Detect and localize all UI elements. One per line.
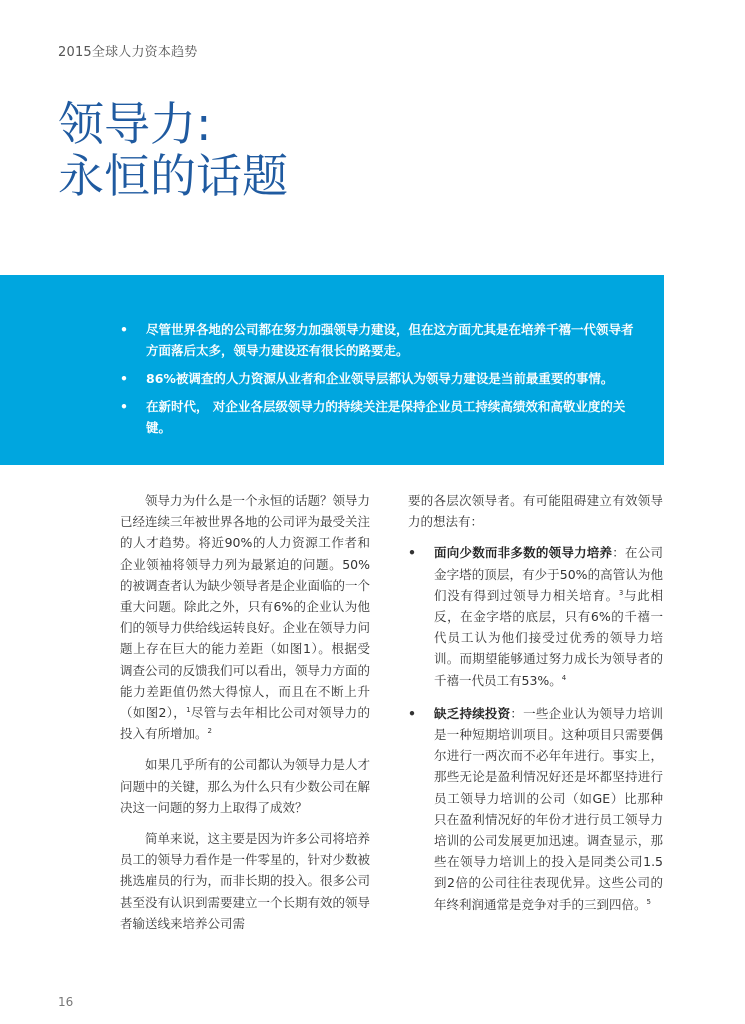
key-findings-list <box>120 319 640 445</box>
obstacles-list <box>408 542 663 914</box>
running-header: 2015全球人力资本趋势 <box>58 45 198 60</box>
page-title <box>58 98 288 202</box>
page-number: 16 <box>58 995 74 1009</box>
footnote-ref[interactable]: 2 <box>207 727 212 736</box>
obstacle-text: ：在公司金字塔的顶层，有少于50%的高管认为他们没有得到过领导力相关培育。 <box>434 545 663 603</box>
footnote-ref[interactable]: 1 <box>186 705 191 714</box>
body-column-right <box>408 490 663 927</box>
key-finding-text: 86%被调查的人力资源从业者和企业领导层都认为领导力建设是当前最重要的事情。 <box>146 371 614 386</box>
obstacle-heading: 面向少数而非多数的领导力培养 <box>434 545 613 561</box>
body-column-left <box>120 490 370 944</box>
title-line-1: 领导力: <box>58 97 212 151</box>
bullet-icon: • <box>408 545 416 561</box>
title-line-2: 永恒的话题 <box>58 149 288 203</box>
key-finding-item <box>120 319 640 361</box>
key-findings-panel <box>0 275 664 465</box>
key-finding-item <box>120 368 640 389</box>
key-finding-text: 在新时代， 对企业各层级领导力的持续关注是保持企业员工持续高绩效和高敬业度的关键。 <box>146 399 626 435</box>
body-paragraph: 要的各层次领导者。有可能阻碍建立有效领导力的想法有： <box>408 493 663 530</box>
obstacle-item <box>408 542 663 690</box>
obstacle-item <box>408 703 663 915</box>
footnote-ref[interactable]: 4 <box>561 673 567 682</box>
bullet-icon: • <box>408 705 416 721</box>
footnote-ref[interactable]: 3 <box>618 588 624 597</box>
key-finding-item <box>120 396 640 438</box>
paragraph-text: 领导力为什么是一个永恒的话题？领导力已经连续三年被世界各地的公司评为最受关注的人才趋势。将近90%的人力资源工作者和企业领袖将领导力列为最紧迫的问题。50%的被调查者认为缺少领导者是企业面临的一个重大问题。除此之外，只有6%的企业认为他们的领导力供给线运转良好。企业在领导力问题上存在巨大的能力差距（如图1）。根据受调查公司的反馈我们可以看出，领导力方面的能力差距值仍然大得惊人，而且在不断上升（如图2）， <box>120 493 371 721</box>
obstacle-text: ：一些企业认为领导力培训是一种短期培训项目。这种项目只需要偶尔进行一两次而不必年年进行。事实上，那些无论是盈利情况好还是坏都坚持进行员工领导力培训的公司（如GE）比那种只在盈利情况好的年份才进行员工领导力培训的公司发展更加迅速。调查显示，那些在领导力培训上的投入是同类公司1.5到2倍的公司往往表现优异。这些公司的年终利润通常是竞争对手的三到四倍。 <box>434 705 663 912</box>
footnote-ref[interactable]: 5 <box>646 897 651 906</box>
body-paragraph: 如果几乎所有的公司都认为领导力是人才问题中的关键，那么为什么只有少数公司在解决这一问题的努力上取得了成效？ <box>120 757 371 815</box>
bullet-icon: • <box>120 322 128 337</box>
obstacle-heading: 缺乏持续投资 <box>434 705 511 721</box>
paragraph-text: 尽管与去年相比公司对领导力的投入有所增加。 <box>120 705 370 742</box>
key-finding-text: 尽管世界各地的公司都在努力加强领导力建设，但在这方面尤其是在培养千禧一代领导者方面落后太多，领导力建设还有很长的路要走。 <box>146 322 634 358</box>
bullet-icon: • <box>120 399 128 414</box>
obstacle-text: 与此相反，在金字塔的底层，只有6%的千禧一代员工认为他们接受过优秀的领导力培训。而期望能够通过努力成长为领导者的千禧一代员工有53%。 <box>434 587 663 688</box>
body-paragraph: 简单来说，这主要是因为许多公司将培养员工的领导力看作是一件零星的，针对少数被挑选雇员的行为，而非长期的投入。很多公司甚至没有认识到需要建立一个长期有效的领导者输送线来培养公司需 <box>120 831 371 931</box>
body-paragraph <box>120 490 370 744</box>
bullet-icon: • <box>120 371 128 386</box>
